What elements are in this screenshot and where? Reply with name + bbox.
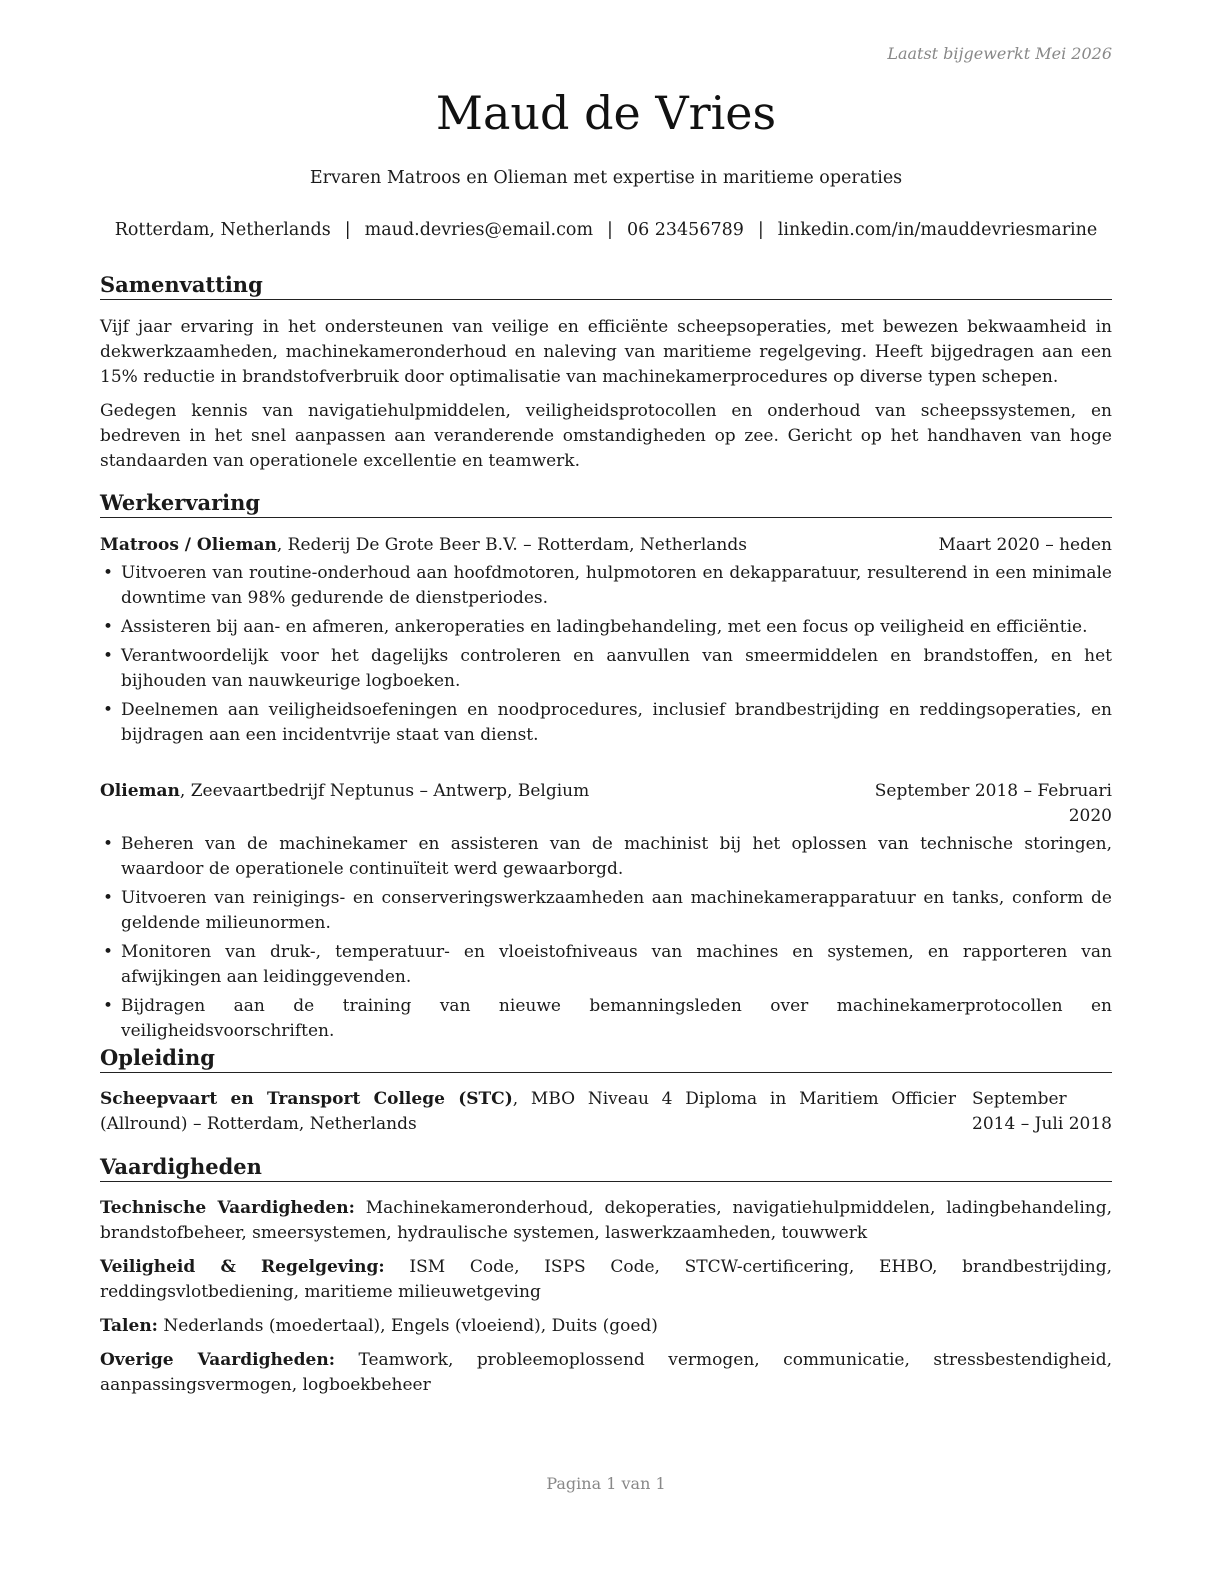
last-updated: Laatst bijgewerkt Mei 2026 — [887, 44, 1112, 63]
skill-group — [100, 1348, 1112, 1398]
skill-label: Technische Vaardigheden: — [100, 1198, 355, 1218]
contact-phone: 06 23456789 — [626, 220, 744, 240]
job-bullets — [100, 832, 1112, 1044]
summary-paragraph: Gedegen kennis van navigatiehulpmiddelen, veiligheidsprotocollen en onderhoud van scheepssystemen, en bedreven in het snel aanpassen aan veranderende omstandigheden op zee. Gericht op het handhaven van hoge standaarden van operationele excellentie en teamwerk. — [100, 401, 1112, 471]
education-dates: September 2014 – Juli 2018 — [972, 1089, 1112, 1134]
skill-label: Talen: — [100, 1316, 158, 1336]
contact-email[interactable]: maud.devries@email.com — [364, 220, 594, 240]
education-row — [100, 1087, 1112, 1137]
contact-separator: | — [757, 220, 764, 240]
summary-section — [100, 315, 1112, 474]
job-company: , Rederij De Grote Beer B.V. – Rotterdam, Netherlands — [276, 535, 747, 555]
contact-separator: | — [344, 220, 351, 240]
job-header — [100, 533, 1112, 558]
skill-group — [100, 1314, 1112, 1339]
education-description — [100, 1087, 956, 1137]
list-item: • Assisteren bij aan- en afmeren, ankeroperaties en ladingbehandeling, met een focus op veiligheid en efficiëntie. — [100, 615, 1112, 640]
job-role: Matroos / Olieman — [100, 535, 277, 555]
list-item: • Monitoren van druk-, temperatuur- en vloeistofniveaus van machines en systemen, en rapporteren van afwijkingen aan leidinggevenden. — [100, 940, 1112, 990]
skill-label: Veiligheid & Regelgeving: — [100, 1257, 385, 1277]
education-school: Scheepvaart en Transport College (STC) — [100, 1089, 513, 1109]
candidate-name: Maud de Vries — [435, 86, 777, 140]
section-title-experience: Werkervaring — [100, 490, 1112, 518]
job-dates: September 2018 – Februari 2020 — [874, 781, 1112, 826]
skill-text: Teamwork, probleemoplossend vermogen, communicatie, stressbestendigheid, aanpassingsvermogen, logboekbeheer — [100, 1350, 1112, 1395]
job-company: , Zeevaartbedrijf Neptunus – Antwerp, Belgium — [179, 781, 590, 801]
job-entry — [100, 779, 1112, 1048]
skill-group — [100, 1196, 1112, 1246]
job-bullets — [100, 561, 1112, 748]
list-item: • Uitvoeren van reinigings- en conserveringswerkzaamheden aan machinekamerapparatuur en tanks, conform de geldende milieunormen. — [100, 886, 1112, 936]
contact-linkedin[interactable]: linkedin.com/in/mauddevriesmarine — [777, 220, 1098, 240]
list-item: • Beheren van de machinekamer en assisteren van de machinist bij het oplossen van technische storingen, waardoor de operationele continuïteit werd gewaarborgd. — [100, 832, 1112, 882]
tagline: Ervaren Matroos en Olieman met expertise in maritieme operaties — [309, 168, 903, 188]
job-header — [100, 779, 1112, 829]
summary-paragraph: Vijf jaar ervaring in het ondersteunen van veilige en efficiënte scheepsoperaties, met bewezen bekwaamheid in dekwerkzaamheden, machinekameronderhoud en naleving van maritieme regelgeving. Heeft bijgedragen aan een 15% reductie in brandstofverbruik door optimalisatie van machinekamerprocedures op diverse typen schepen. — [100, 317, 1112, 387]
skill-group — [100, 1255, 1112, 1305]
contact-location: Rotterdam, Netherlands — [114, 220, 331, 240]
page-number: Pagina 1 van 1 — [546, 1474, 666, 1493]
section-title-summary: Samenvatting — [100, 272, 1112, 300]
section-title-skills: Vaardigheden — [100, 1154, 1112, 1182]
education-entry — [100, 1087, 1112, 1137]
skills-section — [100, 1196, 1112, 1407]
skill-text: Nederlands (moedertaal), Engels (vloeiend), Duits (goed) — [157, 1316, 658, 1336]
education-detail: , MBO Niveau 4 Diploma in Maritiem Officier (Allround) – Rotterdam, Netherlands — [100, 1089, 956, 1134]
job-title-line — [100, 533, 747, 558]
skill-text: ISM Code, ISPS Code, STCW-certificering, EHBO, brandbestrijding, reddingsvlotbediening, maritieme milieuwetgeving — [100, 1257, 1113, 1302]
job-role: Olieman — [100, 781, 180, 801]
job-dates: Maart 2020 – heden — [938, 535, 1112, 555]
list-item: • Uitvoeren van routine-onderhoud aan hoofdmotoren, hulpmotoren en dekapparatuur, resulterend in een minimale downtime van 98% gedurende de dienstperiodes. — [100, 561, 1112, 611]
list-item: • Verantwoordelijk voor het dagelijks controleren en aanvullen van smeermiddelen en brandstoffen, en het bijhouden van nauwkeurige logboeken. — [100, 644, 1112, 694]
list-item: • Bijdragen aan de training van nieuwe bemanningsleden over machinekamerprotocollen en veiligheidsvoorschriften. — [100, 994, 1112, 1044]
section-title-education: Opleiding — [100, 1045, 1112, 1073]
job-title-line — [100, 779, 589, 829]
skill-label: Overige Vaardigheden: — [100, 1350, 335, 1370]
contact-separator: | — [607, 220, 613, 240]
contact-line — [100, 220, 1112, 240]
job-entry — [100, 533, 1112, 752]
list-item: • Deelnemen aan veiligheidsoefeningen en noodprocedures, inclusief brandbestrijding en reddingsoperaties, en bijdragen aan een incidentvrije staat van dienst. — [100, 698, 1112, 748]
skill-text: Machinekameronderhoud, dekoperaties, navigatiehulpmiddelen, ladingbehandeling, brandstofbeheer, smeersystemen, hydraulische systemen, laswerkzaamheden, touwwerk — [100, 1198, 1112, 1243]
